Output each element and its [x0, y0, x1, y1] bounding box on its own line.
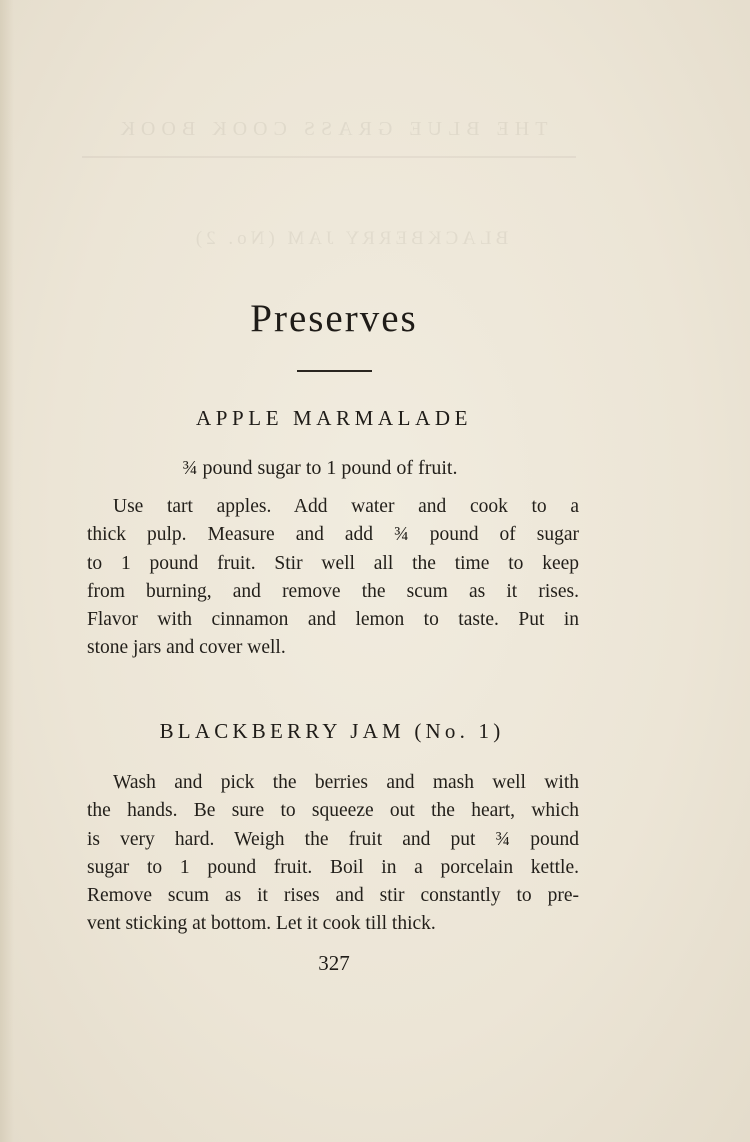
body-line: from burning, and remove the scum as it rises.	[87, 580, 579, 602]
recipe-body-apple-marmalade	[87, 493, 579, 663]
body-line: stone jars and cover well.	[87, 637, 286, 659]
body-line: sugar to 1 pound fruit. Boil in a porcelain kettle.	[87, 856, 579, 878]
page-number: 327	[318, 951, 350, 975]
recipe-ratio: ¾ pound sugar to 1 pound of fruit.	[182, 457, 458, 479]
bleed-through-header: THE BLUE GRASS COOK BOOK	[114, 118, 548, 140]
body-line: to 1 pound fruit. Stir well all the time to keep	[87, 552, 579, 574]
body-line: thick pulp. Measure and add ¾ pound of sugar	[87, 524, 579, 546]
chapter-title: Preserves	[250, 297, 418, 340]
body-line: Flavor with cinnamon and lemon to taste. Put in	[87, 609, 579, 631]
body-line: is very hard. Weigh the fruit and put ¾ pound	[87, 828, 579, 850]
body-line: Use tart apples. Add water and cook to a	[113, 496, 579, 517]
title-divider	[297, 370, 372, 372]
recipe-heading-apple-marmalade: APPLE MARMALADE	[195, 406, 473, 430]
body-line: the hands. Be sure to squeeze out the heart, which	[87, 800, 579, 822]
body-line: vent sticking at bottom. Let it cook till thick.	[87, 913, 436, 935]
recipe-heading-blackberry-jam: BLACKBERRY JAM (No. 1)	[159, 719, 505, 743]
body-line: Remove scum as it rises and stir constantly to pre-	[87, 885, 579, 907]
bleed-through-recipe-title: BLACKBERRY JAM (No. 2)	[191, 228, 509, 249]
body-line: Wash and pick the berries and mash well with	[113, 772, 579, 793]
recipe-body-blackberry-jam	[87, 769, 579, 939]
bleed-through-rule	[82, 156, 576, 158]
